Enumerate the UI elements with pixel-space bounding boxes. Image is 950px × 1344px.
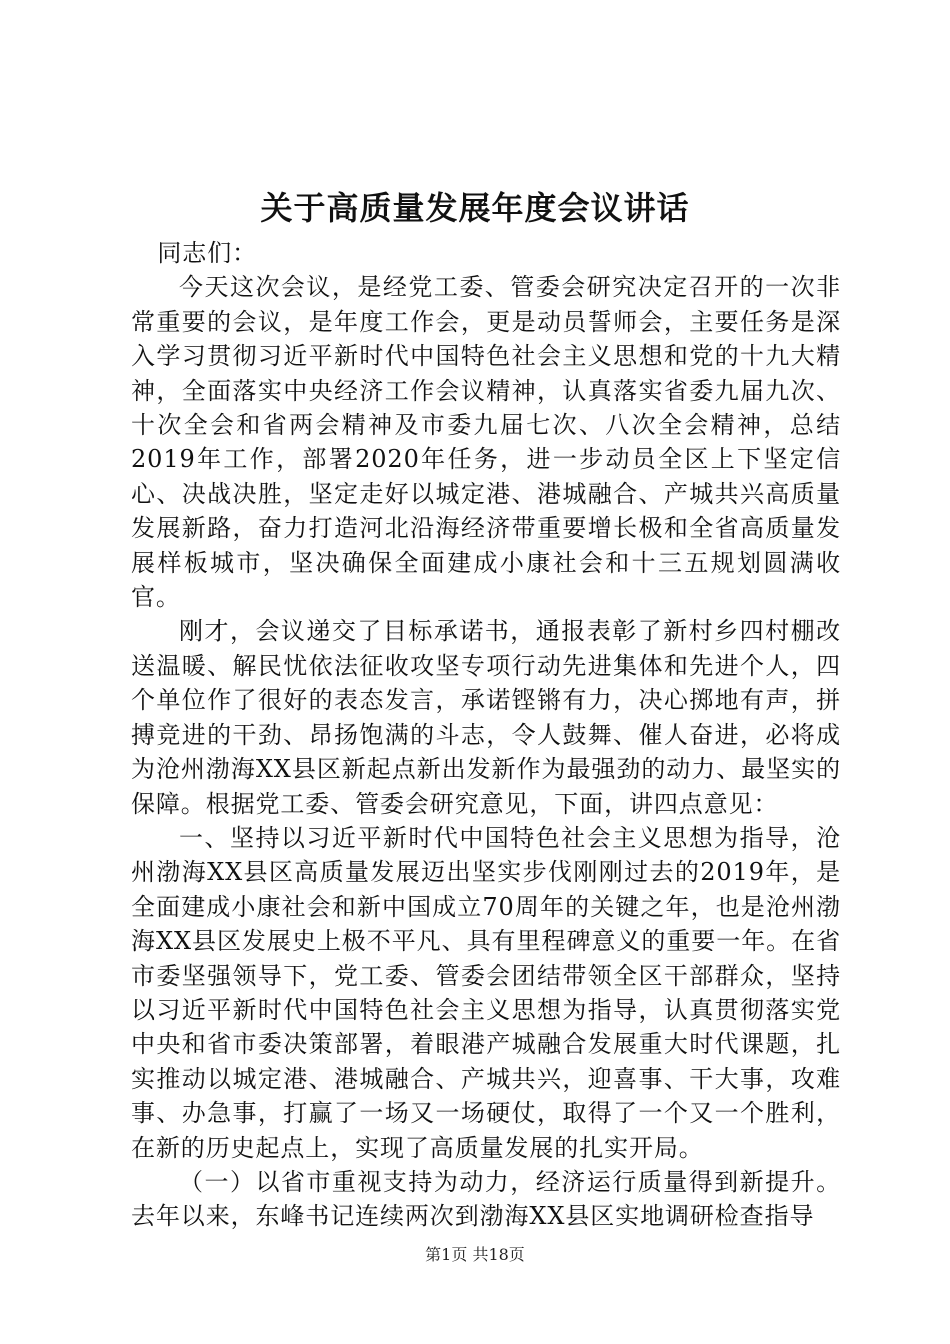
paragraph: 今天这次会议，是经党工委、管委会研究决定召开的一次非常重要的会议，是年度工作会，更是动员誓师会，主要任务是深入学习贯彻习近平新时代中国特色社会主义思想和党的十九大精神，全面落实中央经济工作会议精神，认真落实省委九届九次、十次全会和省两会精神及市委九届七次、八次全会精神，总结2019年工作，部署2020年任务，进一步动员全区上下坚定信心、决战决胜，坚定走好以城定港、港城融合、产城共兴高质量发展新路，奋力打造河北沿海经济带重要增长极和全省高质量发展样板城市，坚决确保全面建成小康社会和十三五规划圆满收官。 — [131, 273, 841, 612]
document-title: 关于高质量发展年度会议讲话 — [260, 189, 690, 227]
paragraph: 刚才，会议递交了目标承诺书，通报表彰了新村乡四村棚改送温暖、解民忧依法征收攻坚专项行动先进集体和先进个人，四个单位作了很好的表态发言，承诺铿锵有力，决心掷地有声，拼搏竞进的干劲、昂扬饱满的斗志，令人鼓舞、催人奋进，必将成为沧州渤海XX县区新起点新出发新作为最强劲的动力、最坚实的保障。根据党工委、管委会研究意见，下面，讲四点意见： — [131, 617, 841, 818]
page-number-footer: 第1页 共18页 — [425, 1245, 525, 1264]
paragraph: （一）以省市重视支持为动力，经济运行质量得到新提升。去年以来，东峰书记连续两次到渤海XX县区实地调研检查指导 — [131, 1167, 841, 1231]
greeting: 同志们： — [157, 239, 257, 267]
paragraph: 一、坚持以习近平新时代中国特色社会主义思想为指导，沧州渤海XX县区高质量发展迈出坚实步伐刚刚过去的2019年，是全面建成小康社会和新中国成立70周年的关键之年，也是沧州渤海XX县区发展史上极不平凡、具有里程碑意义的重要一年。在省市委坚强领导下，党工委、管委会团结带领全区干部群众，坚持以习近平新时代中国特色社会主义思想为指导，认真贯彻落实党中央和省市委决策部署，着眼港产城融合发展重大时代课题，扎实推动以城定港、港城融合、产城共兴，迎喜事、干大事，攻难事、办急事，打赢了一场又一场硬仗，取得了一个又一个胜利，在新的历史起点上，实现了高质量发展的扎实开局。 — [131, 823, 841, 1162]
document-body — [131, 236, 841, 1234]
